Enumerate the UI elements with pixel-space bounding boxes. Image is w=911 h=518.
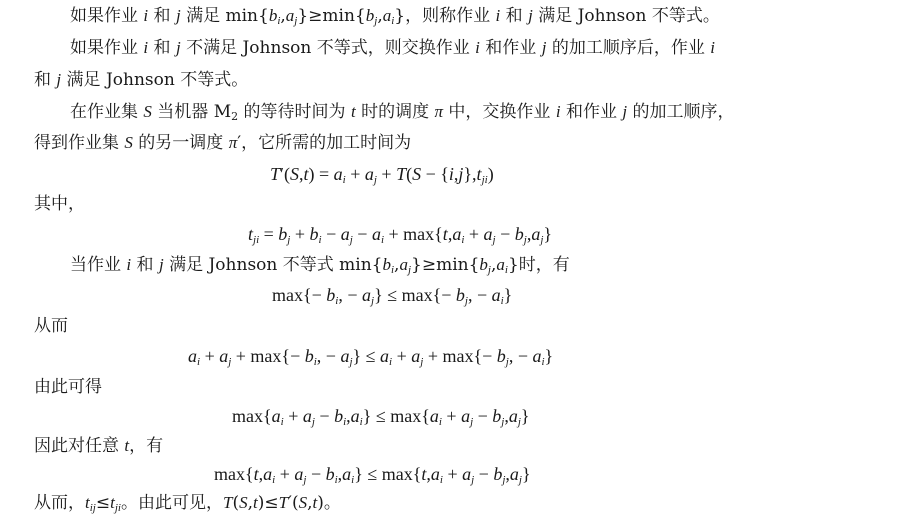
equation-5: $\max\{a_i + a_j - b_i,a_i\} \le \max\{a_i + a_j - b_j,a_j\}$ <box>232 406 530 428</box>
equation-2: $t_{ji} = b_j + b_i - a_j - a_i + \max\{t,a_i + a_j - b_j,a_j\}$ <box>248 224 553 246</box>
text-line-11: 从而，$t_{ij}\le t_{ji}$。由此可见，T(S,t)≤T′(S,t)。 <box>34 493 341 514</box>
text-line-8: 从而 <box>34 316 68 336</box>
text-line-1: 如果作业 i 和 j 满足 $\min\{b_i,a_j\}\ge\min\{b_j,a_i\}$，则称作业 i 和 j 满足 Johnson 不等式。 <box>70 6 720 27</box>
text-line-6: 其中， <box>34 194 85 214</box>
text-line-4: 在作业集 S 当机器 $M_2$ 的等待时间为 t 时的调度 π 中，交换作业 i 和作业 j 的加工顺序， <box>70 102 735 123</box>
equation-1: $T'(S,t) = a_i + a_j + T(S - \{i,j\},t_{ji})$ <box>270 164 494 186</box>
equation-3: $\max\{- b_i$, − $a_j\} \le \max\{- b_j$, − $a_i$} <box>272 285 513 307</box>
equation-6: $\max\{t,a_i + a_j - b_i,a_i\} \le \max\{t,a_i + a_j - b_j,a_j\}$ <box>214 464 531 486</box>
text-line-10: 因此对任意 t，有 <box>34 436 164 456</box>
text-line-2: 如果作业 i 和 j 不满足 Johnson 不等式，则交换作业 i 和作业 j 的加工顺序后，作业 i <box>70 38 715 58</box>
text-line-9: 由此可得 <box>34 377 102 397</box>
text-line-7: 当作业 i 和 j 满足 Johnson 不等式 $\min\{b_i,a_j\}\ge\min\{b_j,a_i\}$时，有 <box>70 255 570 276</box>
text-line-3: 和 j 满足 Johnson 不等式。 <box>34 70 249 90</box>
equation-4: $a_i + a_j + \max\{- b_i$, − $a_j\} \le a_i + a_j + \max\{- b_j$, − $a_i$} <box>188 346 554 368</box>
text-line-5: 得到作业集 S 的另一调度 π′，它所需的加工时间为 <box>34 133 412 153</box>
